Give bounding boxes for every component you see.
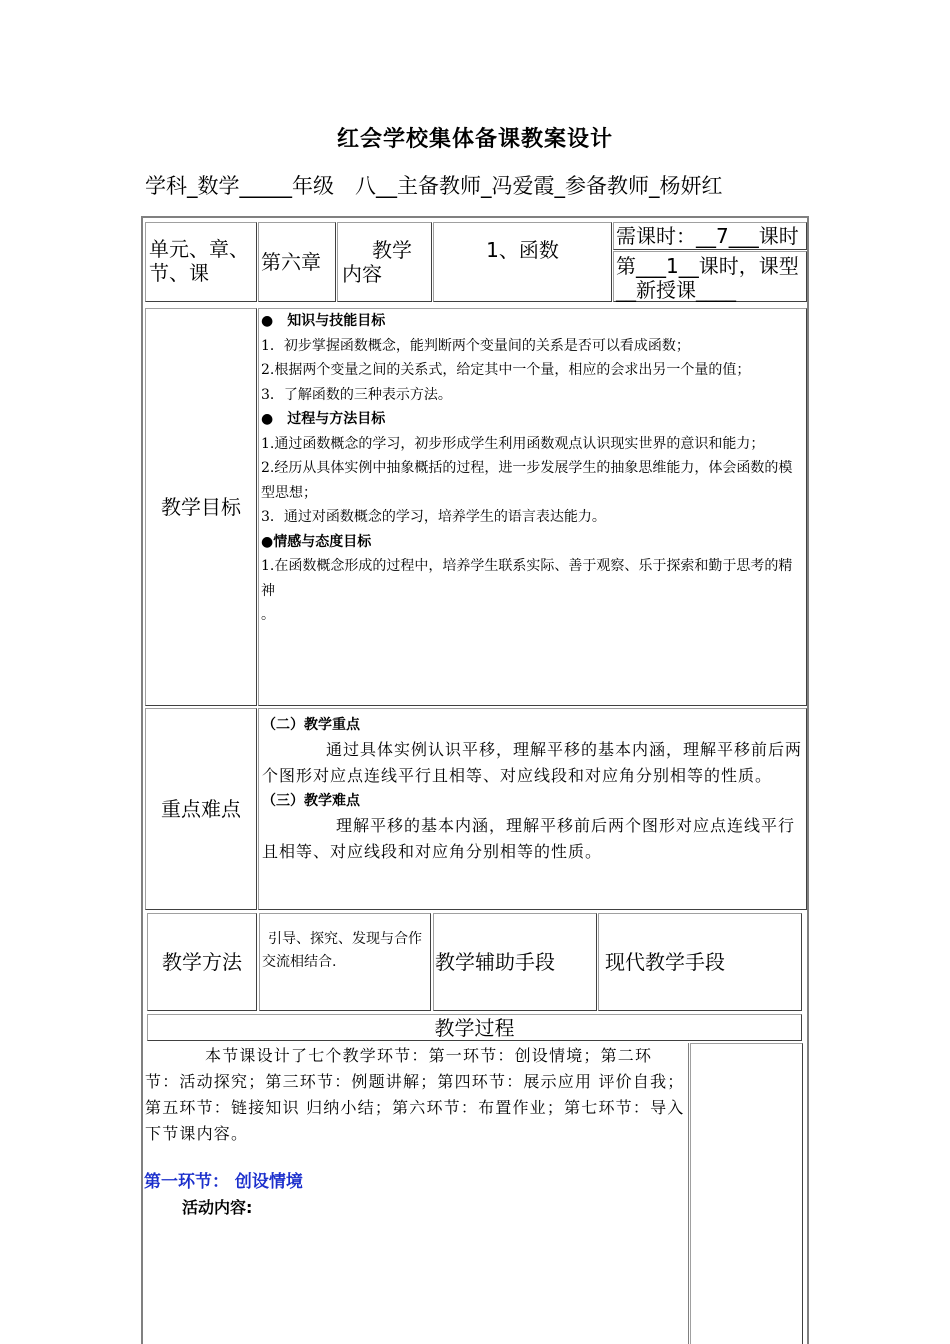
process-header-cell bbox=[147, 1014, 802, 1041]
content-label: 教学内容 bbox=[342, 238, 412, 286]
chapter-cell bbox=[258, 222, 336, 302]
keypoints-label-cell bbox=[145, 708, 257, 910]
period-value: 第___1__课时，课型__新授课____ bbox=[616, 254, 799, 302]
process-side-cell bbox=[690, 1043, 803, 1344]
objectives-label-cell bbox=[145, 308, 257, 706]
content-cell bbox=[433, 222, 612, 302]
aux-label: 教学辅助手段 bbox=[435, 950, 555, 974]
focus-title: （二）教学重点 bbox=[262, 717, 360, 733]
aux-label-cell bbox=[433, 913, 597, 1011]
page-title: 红会学校集体备课教案设计 bbox=[336, 127, 613, 152]
unit-label: 单元、章、节、课 bbox=[149, 237, 249, 285]
process-header: 教学过程 bbox=[434, 1016, 515, 1040]
content-value: 1、函数 bbox=[486, 238, 559, 262]
chapter-value: 第六章 bbox=[261, 250, 321, 274]
objective-item: 2.根据两个变量之间的关系式，给定其中一个量，相应的会求出另一个量的值； bbox=[261, 362, 751, 378]
objective-item: 1.在函数概念形成的过程中，培养学生联系实际、善于观察、乐于探索和勤于思考的精神 bbox=[261, 558, 793, 599]
objective-section-title: ● 过程与方法目标 bbox=[261, 411, 386, 427]
method-label-cell bbox=[147, 913, 257, 1011]
keypoints-content-cell bbox=[258, 708, 807, 910]
objective-item: 2.经历从具体实例中抽象概括的过程，进一步发展学生的抽象思维能力，体会函数的模型思想； bbox=[261, 460, 793, 501]
objective-section-title: ●情感与态度目标 bbox=[261, 533, 372, 550]
objective-section-title: ● 知识与技能目标 bbox=[261, 313, 386, 329]
unit-label-cell bbox=[145, 222, 257, 302]
objective-item: 1.通过函数概念的学习，初步形成学生利用函数观点认识现实世界的意识和能力； bbox=[261, 435, 765, 452]
course-info-line: 学科_数学_____年级 八__主备教师_冯爱霞_参备教师_杨妍红 bbox=[145, 174, 723, 198]
section1-title: 第一环节： 创设情境 bbox=[144, 1172, 303, 1192]
objective-item: 。 bbox=[261, 607, 275, 623]
difficulty-title: （三）教学难点 bbox=[262, 793, 360, 809]
objective-item: 3．了解函数的三种表示方法。 bbox=[261, 386, 452, 403]
objectives-content-cell bbox=[258, 308, 807, 706]
modern-label-cell bbox=[598, 913, 802, 1011]
objectives-label: 教学目标 bbox=[161, 495, 241, 519]
hours-cell bbox=[613, 222, 807, 250]
modern-label: 现代教学手段 bbox=[605, 950, 725, 974]
difficulty-text: 理解平移的基本内涵，理解平移前后两个图形对应点连线平行且相等、对应线段和对应角分别相等的性质。 bbox=[262, 816, 796, 861]
process-intro: 本节课设计了七个教学环节：第一环节：创设情境；第二环节：活动探究；第三环节：例题讲解；第四环节：展示应用 评价自我；第五环节：链接知识 归纳小结；第六环节：布置作业；第七环节：导入下节课内容。 bbox=[145, 1046, 685, 1143]
content-label-cell bbox=[337, 222, 432, 302]
activity-label: 活动内容: bbox=[182, 1198, 253, 1217]
keypoints-label: 重点难点 bbox=[161, 797, 241, 821]
objective-item: 1．初步掌握函数概念，能判断两个变量间的关系是否可以看成函数； bbox=[261, 337, 690, 354]
period-cell bbox=[613, 251, 807, 302]
method-text: 引导、探究、发现与合作交流相结合. bbox=[262, 931, 422, 970]
method-content-cell bbox=[259, 913, 431, 1011]
process-body-cell bbox=[144, 1043, 689, 1344]
focus-text: 通过具体实例认识平移，理解平移的基本内涵，理解平移前后两个图形对应点连线平行且相等、对应线段和对应角分别相等的性质。 bbox=[262, 740, 803, 785]
objective-item: 3．通过对函数概念的学习，培养学生的语言表达能力。 bbox=[261, 509, 606, 525]
method-label: 教学方法 bbox=[162, 950, 242, 974]
hours-value: 需课时：__7___课时 bbox=[616, 224, 799, 248]
